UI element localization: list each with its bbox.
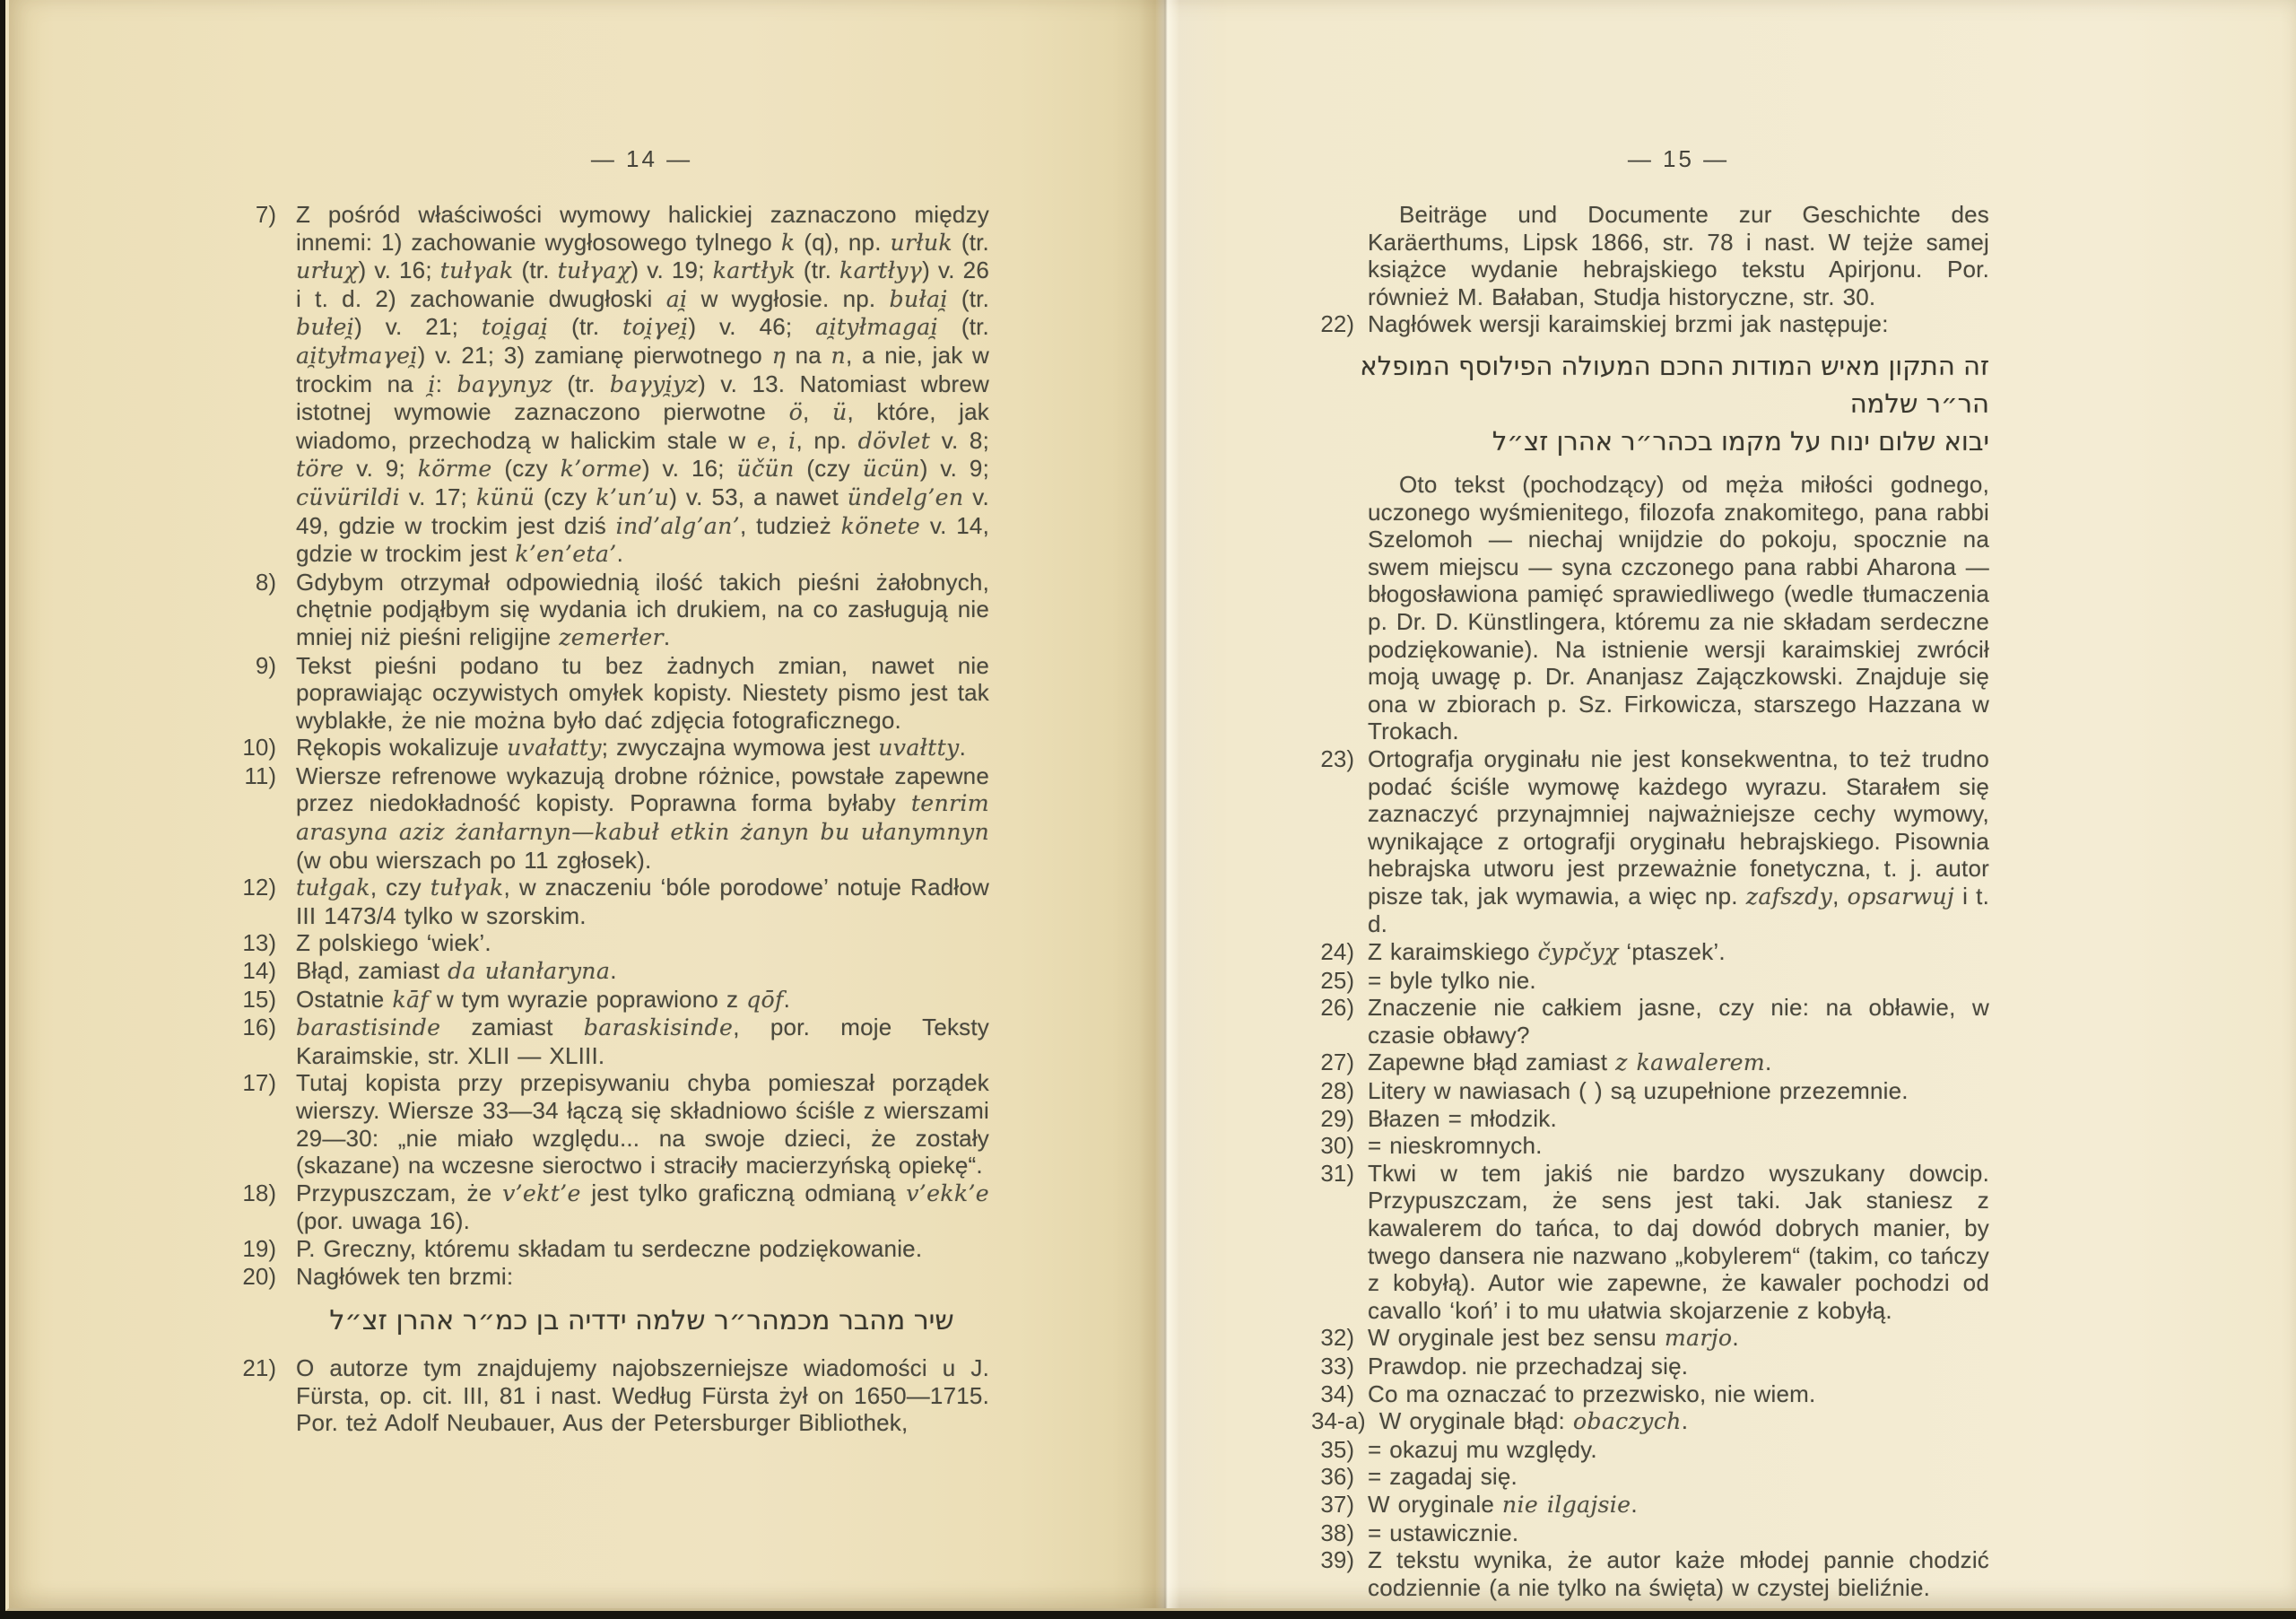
footnote-item <box>1311 1049 1989 1077</box>
footnote-item <box>1311 1324 1989 1353</box>
footnote-number: 17) <box>242 1069 276 1097</box>
footnote-text: = ustawicznie. <box>1368 1519 1519 1546</box>
footnote-item <box>235 1179 989 1235</box>
book-gutter <box>1112 0 1229 1608</box>
footnote-number: 18) <box>242 1179 276 1206</box>
footnote-item <box>1311 1546 1989 1601</box>
footnote-text: Z polskiego ‘wiek’. <box>296 929 491 957</box>
footnote-text: = okazuj mu względy. <box>1368 1435 1597 1463</box>
footnote-item <box>1311 994 1989 1049</box>
footnote-item <box>235 762 989 874</box>
footnote-text: W oryginale jest bez sensu marjo. <box>1368 1324 1739 1352</box>
footnote-text: Gdybym otrzymał odpowiednią ilość takich pieśni żałobnych, chętnie podjąłbym się wydania ich drukiem, na co zasługują nie mniej niż pieśni religijne zemerłer. <box>296 568 989 650</box>
footnote-item <box>1311 1132 1989 1160</box>
footnote-number: 29) <box>1320 1104 1354 1132</box>
hebrew-quote <box>294 1302 989 1340</box>
footnote-text: Wiersze refrenowe wykazują drobne różnice, powstałe zapewne przez niedokładność kopisty. Poprawna forma byłaby tenrim arasyna aziz żanłarnyn—kabuł etkin żanyn bu ułanymnyn (w obu wierszach po 11 zgłosek). <box>296 762 989 874</box>
footnote-text: barastisinde zamiast baraskisinde, por. moje Teksty Karaimskie, str. XLII — XLIII. <box>296 1014 990 1069</box>
page-15 <box>1311 145 1989 1601</box>
footnote-number: 8) <box>255 568 276 596</box>
footnote-item <box>1311 1105 1989 1133</box>
footnote-number: 16) <box>242 1014 276 1041</box>
footnote-item <box>235 874 989 929</box>
hebrew-line: זה התקון מאיש המודות החכם המעולה הפילוסף המופלא הר״ר שלמה <box>1360 350 1989 419</box>
footnote-number: 23) <box>1320 744 1354 772</box>
footnote-item <box>235 201 989 569</box>
footnote-text: P. Greczny, któremu składam tu serdeczne podziękowanie. <box>296 1234 923 1262</box>
hebrew-line: שיר מהבר מכמהר״ר שלמה ידדיה בן כמ״ר אהרן זצ״ל <box>329 1305 954 1337</box>
footnote-item <box>1311 1077 1989 1105</box>
footnote-item <box>1311 938 1989 967</box>
footnote-paragraph: Beiträge und Documente zur Geschichte des Karäerthums, Lipsk 1866, str. 78 i nast. W tejże samej książce wydanie hebrajskiego tekstu Apirjonu. Por. również M. Bałaban, Studja historyczne, str. 30. <box>1368 201 1989 310</box>
footnote-text: = zagadaj się. <box>1368 1463 1518 1491</box>
footnote-item <box>235 734 989 762</box>
footnote-list-left <box>235 201 989 1437</box>
footnote-number: 22) <box>1320 310 1354 338</box>
footnote-text: Błazen = młodzik. <box>1368 1104 1557 1132</box>
page-number-left: — 14 — <box>590 145 693 172</box>
footnote-text: Prawdop. nie przechadzaj się. <box>1368 1352 1689 1380</box>
footnote-item <box>1311 1519 1989 1547</box>
footnote-text: tułgak, czy tułγak, w znaczeniu ‘bóle porodowe’ notuje Radłow III 1473/4 tylko w szorskim. <box>296 874 989 929</box>
footnote-number: 14) <box>242 957 276 985</box>
footnote-item <box>1311 1491 1989 1519</box>
footnote-text: Tekst pieśni podano tu bez żadnych zmian, nawet nie poprawiając oczywistych omyłek kopisty. Niestety pismo jest tak wyblakłe, że nie można było dać zdjęcia fotograficznego. <box>296 651 989 734</box>
footnote-text: = nieskromnych. <box>1368 1132 1543 1160</box>
footnote-text: O autorze tym znajdujemy najobszerniejsze wiadomości u J. Fürsta, op. cit. III, 81 i nast. Według Fürsta żył on 1650—1715. Por. też Adolf Neubauer, Aus der Petersburger Bibliothek, <box>296 1354 989 1437</box>
footnote-item <box>235 1263 989 1291</box>
footnote-text: W oryginale nie ilgajsie. <box>1368 1490 1638 1518</box>
footnote-item <box>1311 1436 1989 1464</box>
footnote-number: 32) <box>1320 1324 1354 1352</box>
footnote-text: Ortografja oryginału nie jest konsekwentna, to też trudno podać ściśle wymowę każdego wyrazu. Starałem się zaznaczyć przynajmniej najważniejsze cechy wymowy, wynikające z ortografji oryginału hebrajskiego. Pisownia hebrajska utworu jest przeważnie fonetyczna, t. j. autor pisze tak, jak wymawia, a więc np. zafszdy, opsarwuj i t. d. <box>1368 744 1990 938</box>
footnote-item <box>1311 1463 1989 1491</box>
footnote-text: Co ma oznaczać to przezwisko, nie wiem. <box>1368 1380 1816 1407</box>
footnote-item <box>235 1069 989 1179</box>
footnote-number: 15) <box>242 985 276 1013</box>
footnote-number: 31) <box>1320 1159 1354 1187</box>
footnote-text: Z tekstu wynika, że autor każe młodej pannie chodzić codziennie (a nie tylko na święta) w czystej bieliźnie. <box>1368 1546 1989 1601</box>
footnote-number: 20) <box>242 1262 276 1290</box>
footnote-text: Rękopis wokalizuje uvałatty; zwyczajna wymowa jest uvałtty. <box>296 734 967 762</box>
footnote-item <box>1311 967 1989 995</box>
footnote-item <box>235 569 989 652</box>
footnote-text: Przypuszczam, że v’ekt’e jest tylko graficzną odmianą v’ekk’e (por. uwaga 16). <box>296 1179 989 1235</box>
footnote-number: 28) <box>1320 1077 1354 1105</box>
footnote-number: 37) <box>1320 1490 1354 1518</box>
footnote-paragraph: Oto tekst (pochodzący) od męża miłości godnego, uczonego wyśmienitego, filozofa znakomitego, pana rabbi Szelomoh — niechaj wnijdzie do pokoju, spocznie na swem miejscu — syna czczonego pana rabbi Aharona — błogosławiona pamięć sprawiedliwego (wedle tłumaczenia p. Dr. D. Künstlingera, któremu za nie składam serdeczne podziękowanie). Na istnienie wersji karaimskiej zwrócił moją uwagę p. Dr. Ananjasz Zajączkowski. Znajduje się ona w zbiorach p. Sz. Firkowicza, starszego Hazzana w Trokach. <box>1368 470 1989 745</box>
footnote-text: Z pośród właściwości wymowy halickiej zaznaczono między innemi: 1) zachowanie wygłosowego tylnego k (q), np. urłuk (tr. urłuχ) v. 16; tułγak (tr. tułγaχ) v. 19; kartłyk (tr. kartłyγ) v. 26 i t. d. 2) zachowanie dwugłoski ai̯ w wygłosie. np. bułai̯ (tr. bułei̯) v. 21; toi̯gai̯ (tr. toi̯γei̯) v. 46; ai̯tyłmagai̯ (tr. ai̯tyłmaγei̯) v. 21; 3) zamianę pierwotnego η na n, a nie, jak w trockim na i̯: baγynyz (tr. baγyi̯yz) v. 13. Natomiast wbrew istotnej wymowie zaznaczono pierwotne ö, ü, które, jak wiadomo, przechodzą w halickim stale w e, i, np. dövlet v. 8; töre v. 9; körme (czy k’orme) v. 16; üčün (czy ücün) v. 9; cüvürildi v. 17; künü (czy k’un’u) v. 53, a nawet ündelg’en v. 49, gdzie w trockim jest dziś ind’alg’an’, tudzież könete v. 14, gdzie w trockim jest k’en’eta’. <box>296 201 990 568</box>
footnote-number: 26) <box>1320 994 1354 1022</box>
footnote-text: Zapewne błąd zamiast z kawalerem. <box>1368 1049 1772 1076</box>
footnote-text: Tkwi w tem jakiś nie bardzo wyszukany dowcip. Przypuszczam, że sens jest taki. Jak staniesz z kawalerem do tańca, to daj dowód dobrych manier, by twego dansera nie nazwano „kobylerem“ (takim, co tańczy z kobyłą). Autor wie zapewne, że kawaler pochodzi od cavallo ‘koń’ i to mu ułatwia skojarzenie z kobyłą. <box>1368 1159 1989 1324</box>
footnote-text: Nagłówek wersji karaimskiej brzmi jak następuje: <box>1368 310 1889 338</box>
footnote-number: 39) <box>1320 1546 1354 1574</box>
footnote-item <box>1311 1160 1989 1325</box>
hebrew-quote <box>1311 347 1989 460</box>
footnote-number: 24) <box>1320 938 1354 966</box>
footnote-number: 12) <box>242 874 276 901</box>
footnote-number: 11) <box>244 762 276 789</box>
footnote-number: 36) <box>1320 1463 1354 1491</box>
footnote-item <box>235 986 989 1014</box>
footnote-number: 25) <box>1320 966 1354 994</box>
footnote-number: 19) <box>242 1234 276 1262</box>
footnote-item <box>235 1354 989 1437</box>
footnote-text: = byle tylko nie. <box>1368 966 1536 994</box>
footnote-item <box>235 1235 989 1263</box>
footnote-text: Tutaj kopista przy przepisywaniu chyba pomieszał porządek wierszy. Wiersze 33—34 łączą się składniowo ściśle z wierszami 29—30: „nie miało względu... na swoje dzieci, że zostały (skazane) na wczesne sieroctwo i straciły macierzyńską opiekę“. <box>296 1069 989 1179</box>
footnote-number: 13) <box>242 929 276 957</box>
footnote-text: Błąd, zamiast da ułanłaryna. <box>296 957 617 985</box>
footnote-number: 34) <box>1320 1380 1354 1407</box>
footnote-list-right <box>1311 201 1989 1601</box>
footnote-text: Znaczenie nie całkiem jasne, czy nie: na obławie, w czasie obławy? <box>1368 994 1989 1049</box>
footnote-item <box>235 929 989 957</box>
page-14 <box>235 145 989 1437</box>
footnote-number: 21) <box>242 1354 276 1382</box>
footnote-item <box>235 957 989 986</box>
footnote-item <box>1311 1380 1989 1408</box>
footnote-item <box>235 1014 989 1069</box>
footnote-item <box>1311 1353 1989 1380</box>
footnote-text: W oryginale błąd: obaczych. <box>1378 1407 1689 1435</box>
footnote-text: Ostatnie kāf w tym wyrazie poprawiono z qōf. <box>296 985 791 1013</box>
hebrew-line: יבוא שלום ינוח על מקמו בכהר״ר אהרן זצ״ל <box>1492 425 1989 457</box>
footnote-item <box>235 652 989 735</box>
footnote-number: 34-a) <box>1311 1407 1366 1435</box>
footnote-number: 9) <box>255 651 276 679</box>
footnote-number: 30) <box>1320 1132 1354 1160</box>
footnote-number: 7) <box>255 201 276 228</box>
footnote-item <box>1311 1407 1989 1436</box>
footnote-number: 35) <box>1320 1435 1354 1463</box>
page-number-right: — 15 — <box>1627 145 1730 172</box>
footnote-item <box>1311 745 1989 938</box>
footnote-number: 33) <box>1320 1352 1354 1380</box>
footnote-text: Z karaimskiego čypčyχ ‘ptaszek’. <box>1368 938 1726 966</box>
footnote-number: 38) <box>1320 1519 1354 1546</box>
footnote-text: Litery w nawiasach ( ) są uzupełnione przezemnie. <box>1368 1077 1909 1105</box>
footnote-number: 27) <box>1320 1049 1354 1076</box>
footnote-number: 10) <box>242 734 276 762</box>
footnote-item <box>1311 310 1989 338</box>
footnote-text: Nagłówek ten brzmi: <box>296 1262 514 1290</box>
